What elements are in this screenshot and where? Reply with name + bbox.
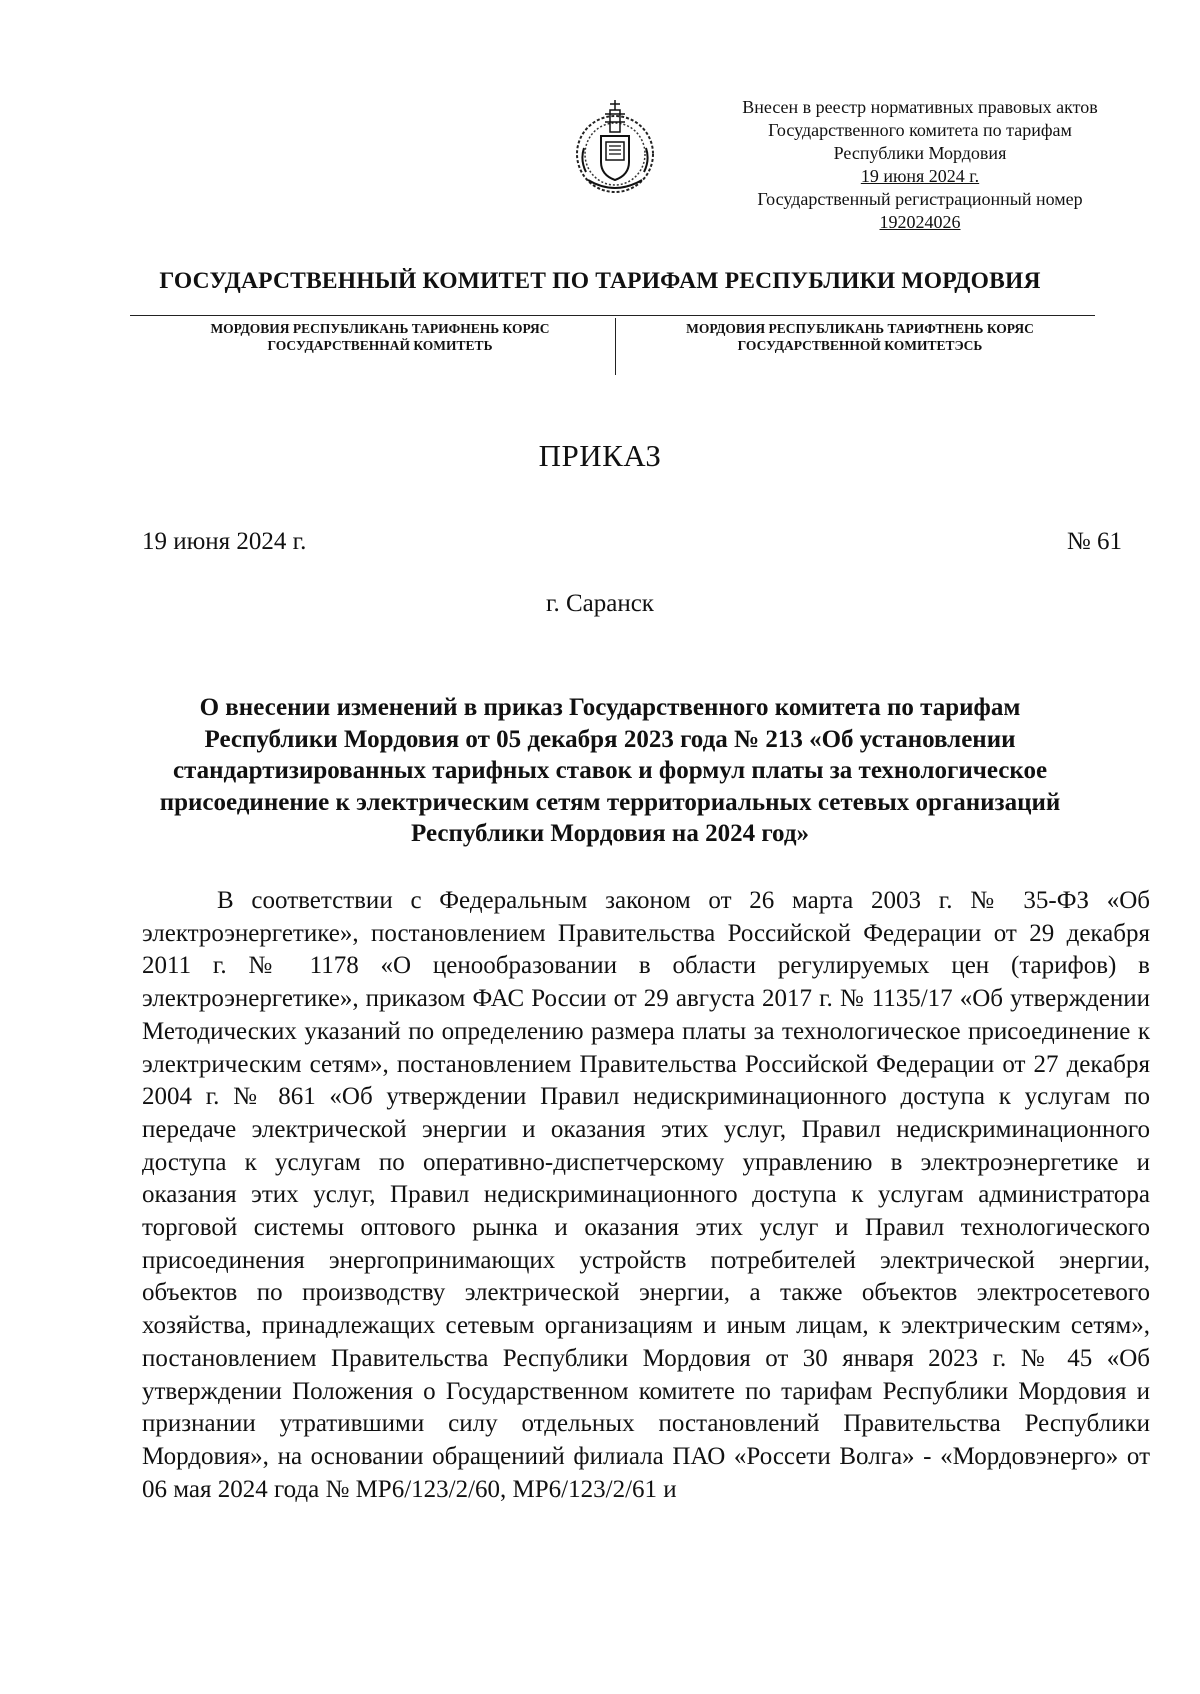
document-body-paragraph: В соответствии с Федеральным законом от 26 марта 2003 г. № 35-ФЗ «Об электроэнергетике», постановлением Правительства Российской Федерации от 29 декабря 2011 г. № 1178 «О ценообразовании в области регулируемых цен (тарифов) в электроэнергетике», приказом ФАС России от 29 августа 2017 г. № 1135/17 «Об утверждении Методических указаний по определению размера платы за технологическое присоединение к электрическим сетям», постановлением Правительства Российской Федерации от 27 декабря 2004 г. № 861 «Об утверждении Правил недискриминационного доступа к услугам по передаче электрической энергии и оказания этих услуг, Правил недискриминационного доступа к услугам по оперативно-диспетчерскому управлению в электроэнергетике и оказания этих услуг, Правил недискриминационного доступа к услугам администратора торговой системы оптового рынка и оказания этих услуг и Правил технологического присоединения энергопринимающих устройств потребителей электрической энергии, объектов по производству электрической энергии, а также объектов электросетевого хозяйства, принадлежащих сетевым организациям и иным лицам, к электрическим сетям», постановлением Правительства Республики Мордовия от 30 января 2023 г. № 45 «Об утверждении Положения о Государственном комитете по тарифам Республики Мордовия и признании утратившими силу отдельных постановлений Правительства Республики Мордовия», на основании обращениий филиала ПАО «Россети Волга» - «Мордовэнерго» от 06 мая 2024 года № МР6/123/2/60, МР6/123/2/61 и <box>142 887 1150 1503</box>
organization-title: ГОСУДАРСТВЕННЫЙ КОМИТЕТ ПО ТАРИФАМ РЕСПУБЛИКИ МОРДОВИЯ <box>159 268 1041 294</box>
coat-of-arms-emblem <box>570 98 660 198</box>
registry-line-1: Внесен в реестр нормативных правовых актов <box>742 97 1098 117</box>
erzya-org-name-line-2: ГОСУДАРСТВЕННОЙ КОМИТЕТЭСЬ <box>737 338 983 353</box>
moksha-org-name-line-1: МОРДОВИЯ РЕСПУБЛИКАНЬ ТАРИФНЕНЬ КОРЯС <box>210 321 550 336</box>
document-city: г. Саранск <box>546 590 654 617</box>
header-divider <box>130 315 1095 316</box>
document-number: № 61 <box>1066 528 1122 555</box>
registry-date: 19 июня 2024 г. <box>860 166 980 186</box>
header-column-divider <box>615 318 616 375</box>
moksha-org-name <box>150 320 610 354</box>
erzya-org-name <box>630 320 1090 354</box>
registry-line-2: Государственного комитета по тарифам <box>768 120 1072 140</box>
moksha-org-name-line-2: ГОСУДАРСТВЕННАЙ КОМИТЕТЬ <box>267 338 493 353</box>
registry-note <box>700 96 1140 234</box>
registry-line-3: Республики Мордовия <box>833 143 1007 163</box>
registry-number-label: Государственный регистрационный номер <box>757 189 1083 209</box>
registry-number: 192024026 <box>879 212 961 232</box>
erzya-org-name-line-1: МОРДОВИЯ РЕСПУБЛИКАНЬ ТАРИФТНЕНЬ КОРЯС <box>686 321 1034 336</box>
document-title: О внесении изменений в приказ Государственного комитета по тарифам Республики Мордовия от 05 декабря 2023 года № 213 «Об установлении стандартизированных тарифных ставок и формул платы за технологическое присоединение к электрическим сетям территориальных сетевых организаций Республики Мордовия на 2024 год» <box>159 694 1061 847</box>
document-date: 19 июня 2024 г. <box>142 528 307 555</box>
document-type-heading: ПРИКАЗ <box>538 438 662 473</box>
